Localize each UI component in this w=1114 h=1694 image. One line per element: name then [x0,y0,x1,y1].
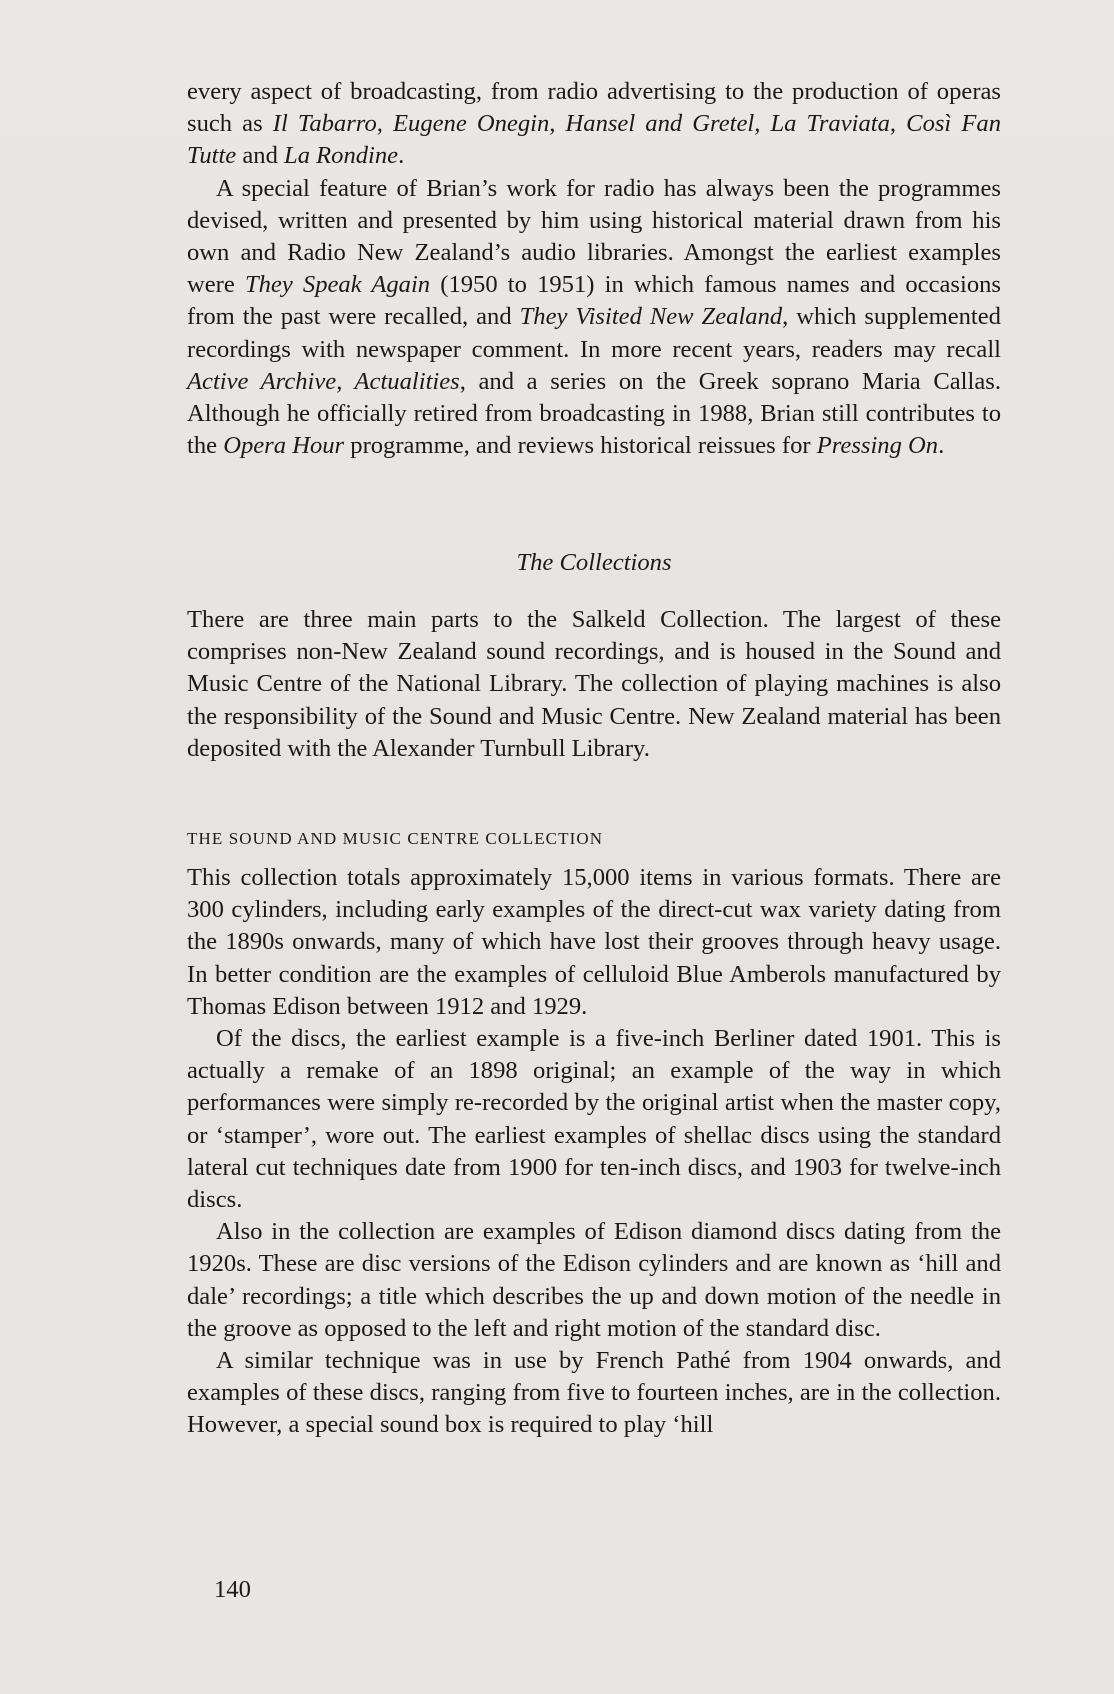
text-span: programme, and reviews historical reissues for [344,432,817,460]
text-span: and [236,142,285,170]
body-text-sound-music [187,862,1001,1442]
paragraph-collection-totals: This collection totals approximately 15,000 items in various formats. There are 300 cylinders, including early examples of the direct-cut wax variety dating from the 1890s onwards, many of which have lost their grooves through heavy usage. In better condition are the examples of celluloid Blue Amberols manufactured by Thomas Edison between 1912 and 1929. [187,864,1001,1020]
paragraph-collections-overview: There are three main parts to the Salkeld Collection. The largest of these comprises non-New Zealand sound recordings, and is housed in the Sound and Music Centre of the National Library. The collection of playing machines is also the responsibility of the Sound and Music Centre. New Zealand material has been deposited with the Alexander Turnbull Library. [187,606,1001,762]
opera-titles: Il Tabarro, Eugene Onegin, Hansel and Gretel, La Traviata, Così Fan Tutte [187,110,1001,170]
section-heading: The Collections [516,549,672,576]
programme-title: Pressing On [816,432,939,460]
programme-title: Active Archive, Actualities [187,367,460,395]
opera-title: La Rondine [284,142,399,170]
paragraph-broadcasting [187,76,1001,173]
text-span: (1950 to 1951) in which famous names and occasions from the past were recalled, and [187,271,1001,331]
page-number: 140 [214,1576,251,1603]
text-span: . [398,142,405,170]
body-text-top [187,76,1001,462]
body-text-collections [187,604,1001,765]
programme-title: They Visited New Zealand [519,303,783,331]
paragraph-pathe: A similar technique was in use by French Pathé from 1904 onwards, and examples of these discs, ranging from five to fourteen inches, are in the collection. However, a special sound box is required to play ‘hill [187,1347,1001,1439]
programme-title: Opera Hour [223,432,345,460]
subsection-heading: THE SOUND AND MUSIC CENTRE COLLECTION [187,829,604,848]
text-span: A special feature of Brian’s work for radio has always been the programmes devised, written and presented by him using historical material drawn from his own and Radio New Zealand’s audio libraries. Amongst the earliest examples were [187,174,1001,299]
paragraph-discs: Of the discs, the earliest example is a five-inch Berliner dated 1901. This is actually a remake of an 1898 original; an example of the way in which performances were simply re-recorded by the original artist when the master copy, or ‘stamper’, wore out. The earliest examples of shellac discs using the standard lateral cut techniques date from 1900 for ten-inch discs, and 1903 for twelve-inch discs. [187,1025,1001,1214]
text-span: , and a series on the Greek soprano Maria Callas. Although he officially retired from broadcasting in 1988, Brian still contributes to the [187,367,1001,460]
text-span: , which supplemented recordings with newspaper comment. In more recent years, readers may recall [187,303,1001,363]
text-span: . [938,432,945,460]
paragraph-radio-programmes [187,173,1001,463]
programme-title: They Speak Again [244,271,431,299]
text-span: every aspect of broadcasting, from radio advertising to the production of operas such as [187,78,1001,138]
paragraph-edison-diamond: Also in the collection are examples of Edison diamond discs dating from the 1920s. These are disc versions of the Edison cylinders and are known as ‘hill and dale’ recordings; a title which describes the up and down motion of the needle in the groove as opposed to the left and right motion of the standard disc. [187,1218,1001,1342]
